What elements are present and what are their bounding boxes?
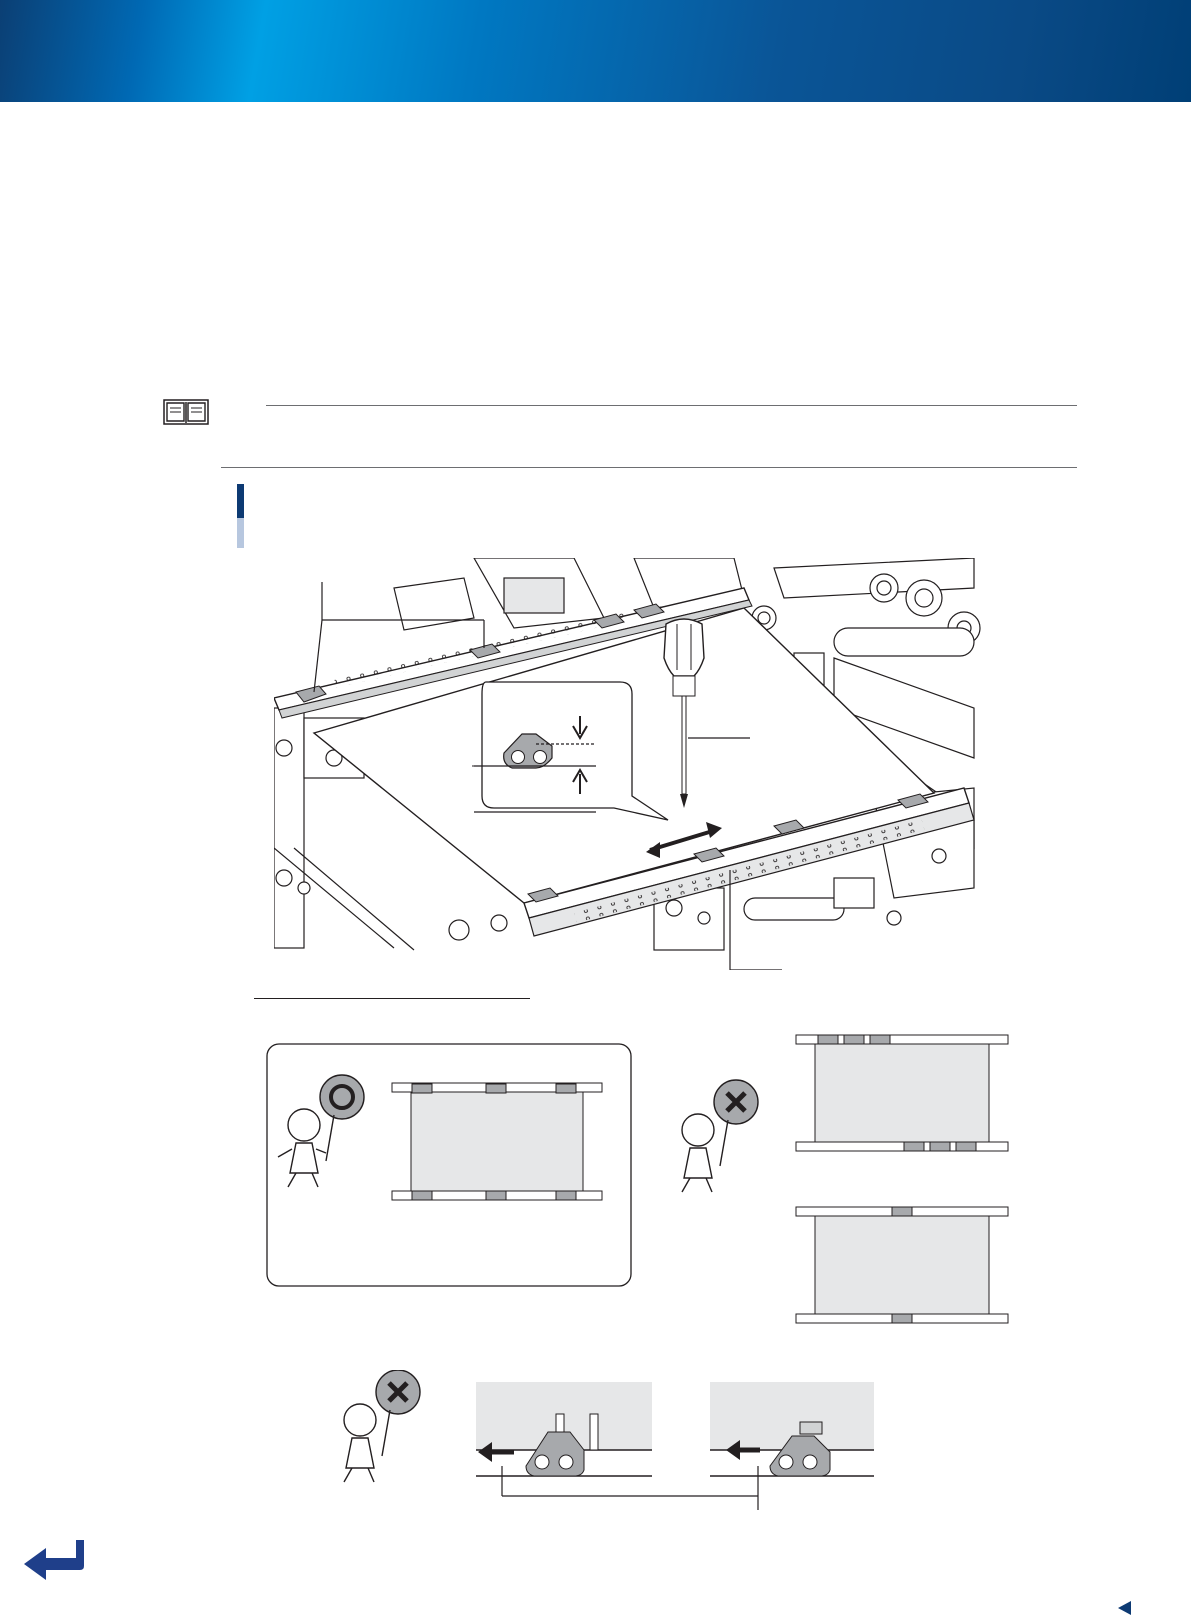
ok-example-panel [266, 1043, 632, 1287]
header-band [0, 0, 1191, 102]
ng-example-2 [334, 1370, 874, 1510]
return-arrow-icon[interactable] [24, 1540, 86, 1584]
subheading-rule [254, 998, 530, 999]
printer-assembly-illustration [274, 558, 994, 970]
section-marker [237, 484, 244, 548]
note-bottom-rule [221, 467, 1077, 468]
book-icon [163, 399, 209, 425]
ng-example-1 [672, 1030, 1012, 1328]
triangle-left-icon[interactable] [1118, 1601, 1132, 1615]
note-top-rule [266, 405, 1077, 406]
